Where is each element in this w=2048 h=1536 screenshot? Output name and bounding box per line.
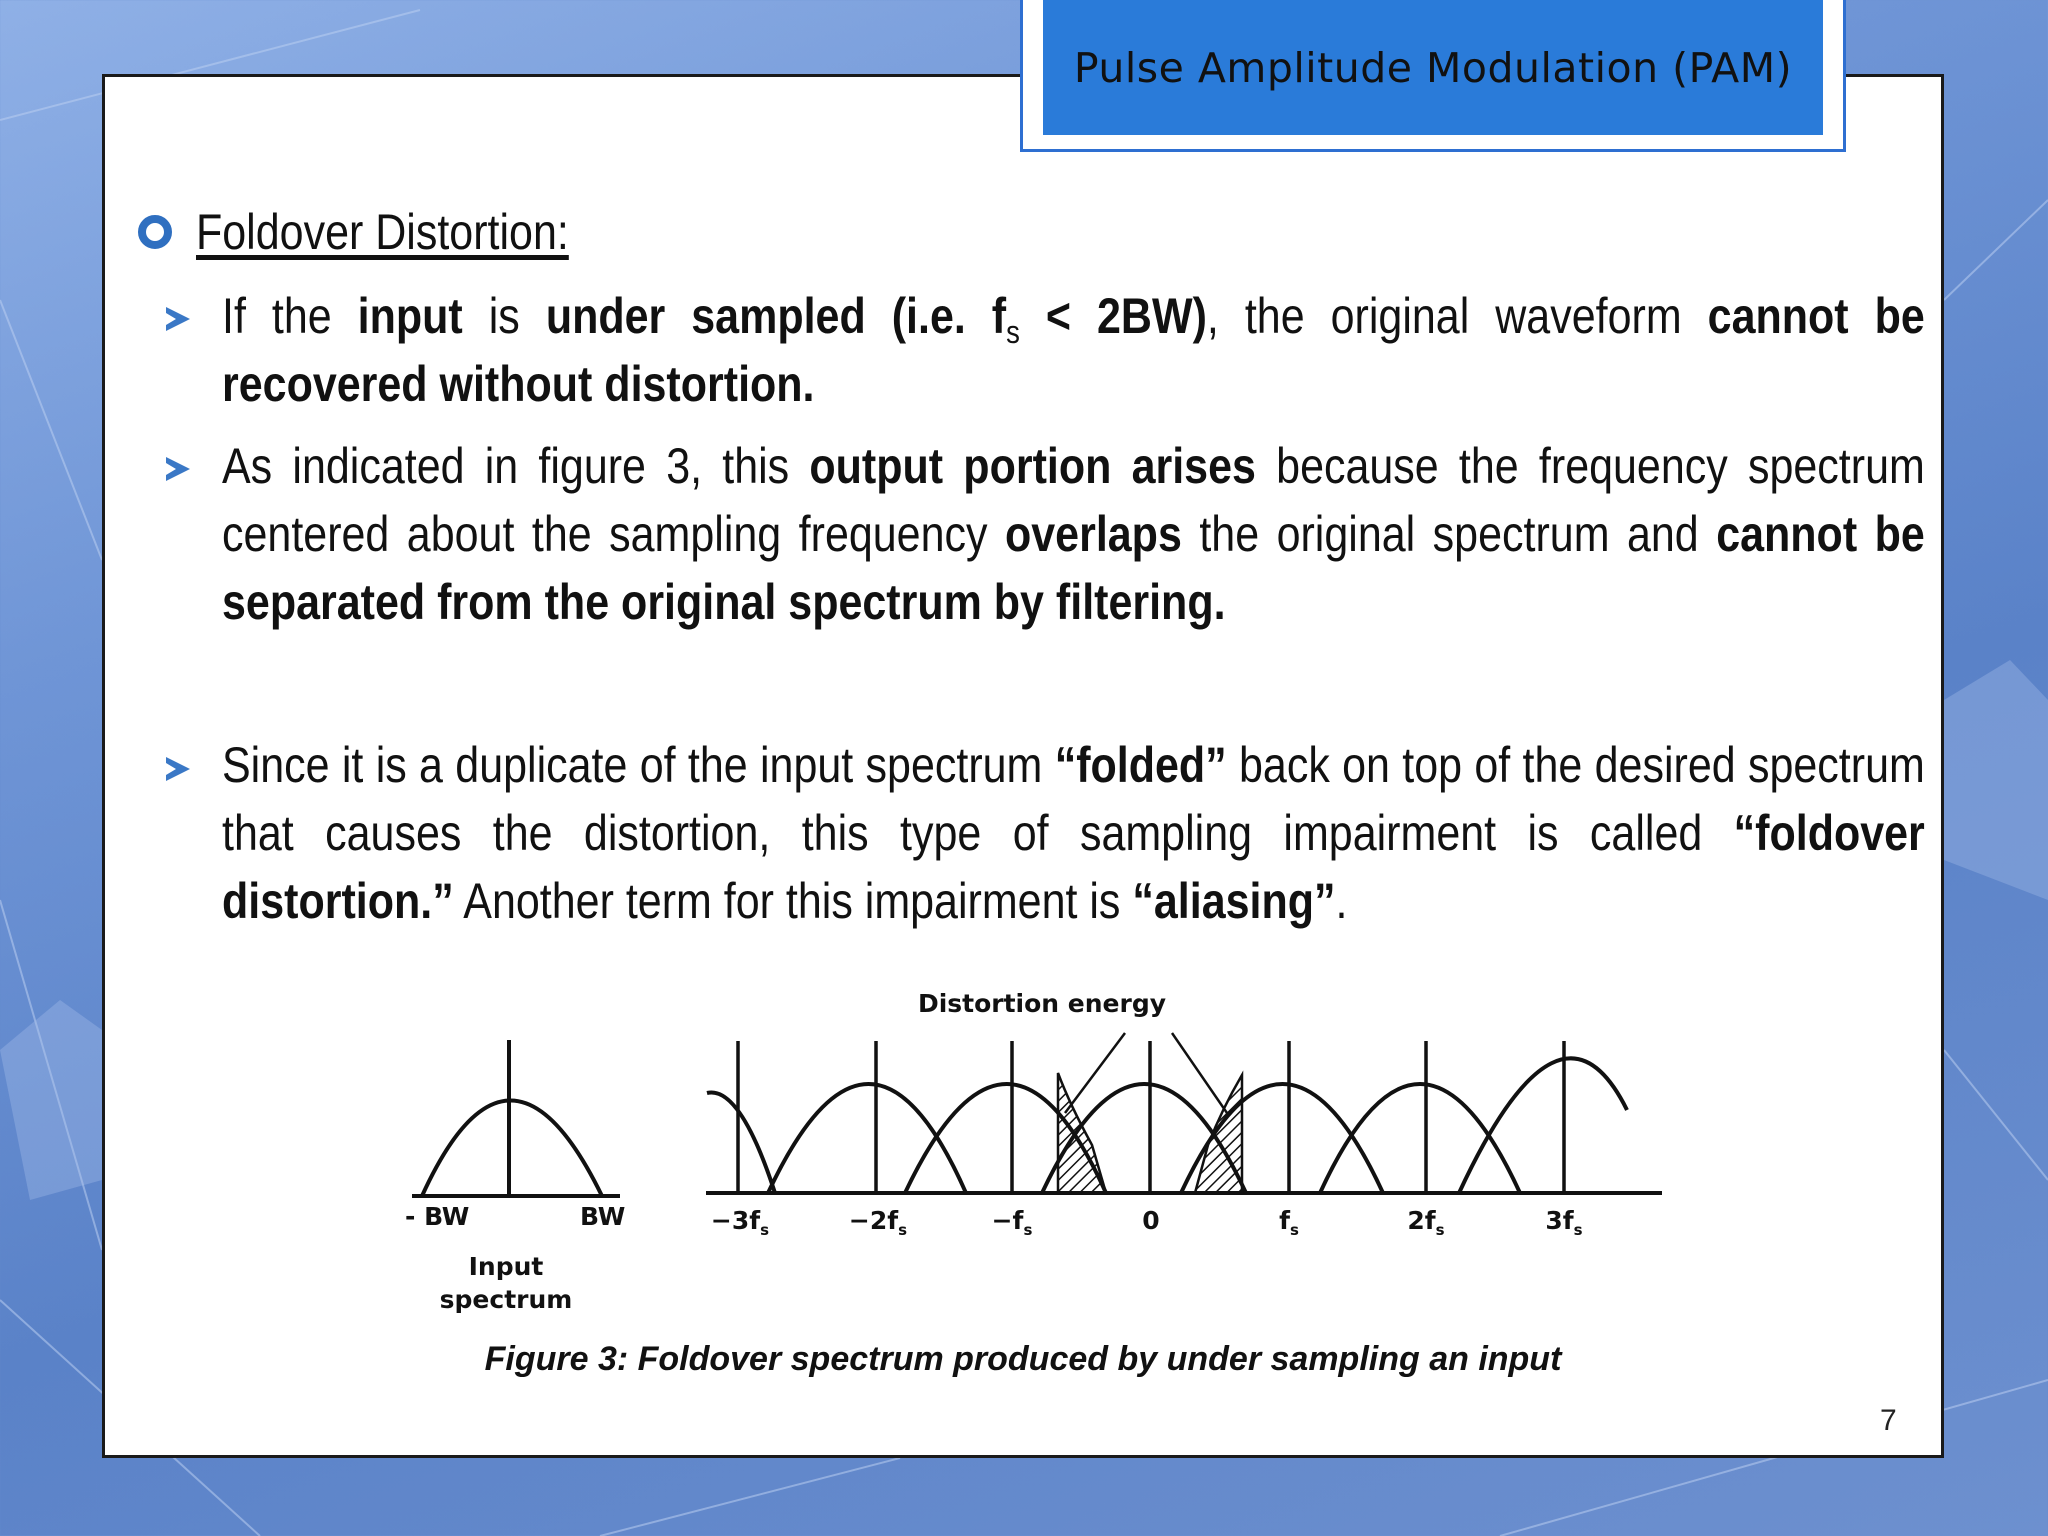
slide-title: Pulse Amplitude Modulation (PAM): [1073, 43, 1793, 92]
text-segment: under sampled (i.e. f: [545, 288, 1007, 344]
page-number: 7: [1880, 1404, 1897, 1437]
text-segment: overlaps: [1004, 506, 1182, 562]
figure-caption: Figure 3: Foldover spectrum produced by under sampling an input: [484, 1340, 1562, 1378]
input-spectrum: [412, 1040, 620, 1196]
tick-label-minus-2fs: $-2f_s$: [848, 1206, 908, 1239]
sampled-spectrum: [706, 1058, 1662, 1193]
text-segment: If the: [222, 288, 358, 344]
text-segment: “folded”: [1054, 737, 1227, 793]
title-box: [1020, 0, 1846, 152]
text-segment: back on top of the desired spectrum that causes the distortion, this type of sampling impairment is called: [222, 737, 1925, 861]
impulse-lines: [738, 1041, 1564, 1193]
arrow-bullet-icon: [166, 307, 190, 331]
text-segment: As indicated in figure 3, this: [222, 438, 810, 494]
axis-tick-labels: [711, 1206, 1583, 1239]
bullet-3: [222, 731, 1924, 935]
text-segment: output portion arises: [809, 438, 1256, 494]
text-segment: Since it is a duplicate of the input spectrum: [222, 737, 1055, 793]
input-minus-bw-label: - BW: [405, 1202, 470, 1231]
tick-label-zero: 0: [1142, 1206, 1160, 1235]
annotation-arrow-line: [1172, 1033, 1227, 1113]
input-bw-label: BW: [580, 1202, 626, 1231]
arrow-bullet-icon: [166, 457, 190, 481]
text-segment: , the original waveform: [1206, 288, 1708, 344]
tick-label-3fs: $3f_s$: [1545, 1206, 1583, 1239]
input-caption-line1: Input: [468, 1252, 544, 1281]
text-segment: < 2BW): [1019, 288, 1207, 344]
text-segment: cannot be separated from the original spectrum by filtering.: [222, 506, 1925, 630]
title-banner: [1043, 0, 1823, 135]
text-segment: cannot be recovered without distortion.: [222, 288, 1925, 412]
bullet-1: [222, 282, 1924, 418]
bullet-2: [222, 432, 1924, 636]
tick-label-2fs: $2f_s$: [1407, 1206, 1445, 1239]
arrow-bullet-icon: [166, 757, 190, 781]
heading-text: Foldover Distortion:: [196, 204, 569, 260]
tick-label-minus-3fs: $-3f_s$: [710, 1206, 770, 1239]
foldover-spectrum-figure: [370, 985, 1670, 1315]
bullet-2-text: [222, 432, 1925, 636]
text-segment: is: [462, 288, 546, 344]
section-heading: [138, 203, 630, 261]
text-segment: .: [1335, 873, 1348, 929]
bullet-3-text: [222, 731, 1925, 935]
bullet-1-text: [222, 282, 1925, 418]
tick-label-minus-fs: $-f_s$: [991, 1206, 1033, 1239]
text-segment: Another term for this impairment is: [453, 873, 1133, 929]
text-segment: s: [1006, 314, 1020, 350]
text-segment: “foldover distortion.”: [222, 805, 1925, 929]
annotation-arrow-line: [1065, 1033, 1125, 1113]
tick-label-fs: $f_s$: [1279, 1206, 1299, 1239]
ring-bullet-icon: [138, 215, 172, 249]
text-segment: “aliasing”: [1132, 873, 1336, 929]
input-caption-line2: spectrum: [439, 1285, 573, 1314]
text-segment: input: [357, 288, 463, 344]
text-segment: the original spectrum and: [1181, 506, 1717, 562]
distortion-energy-label: Distortion energy: [917, 989, 1167, 1018]
text-segment: because the frequency spectrum centered about the sampling frequency: [222, 438, 1925, 562]
